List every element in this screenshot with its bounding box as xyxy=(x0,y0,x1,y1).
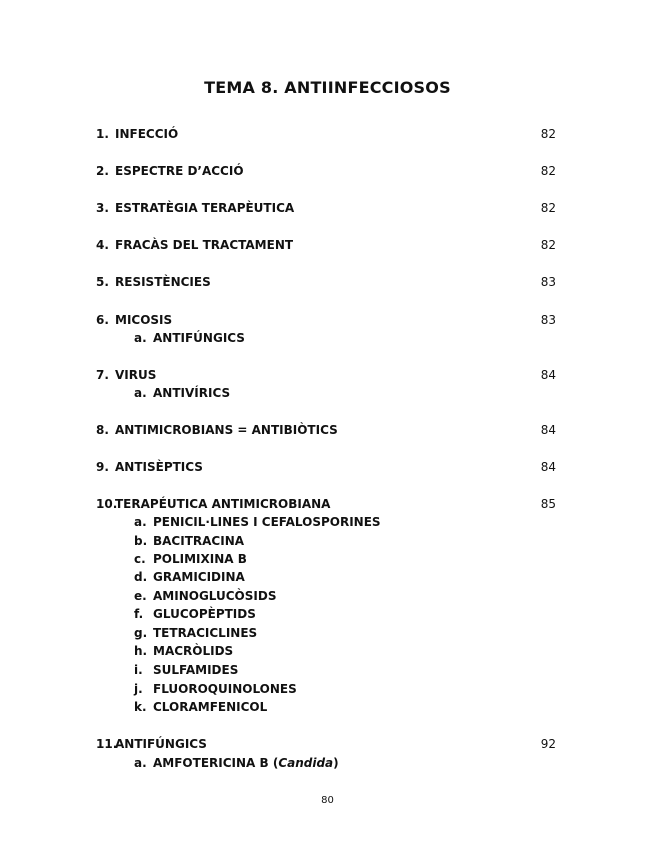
entry-number: 6. xyxy=(96,313,109,327)
toc-entry xyxy=(96,125,556,143)
subentry-letter: e. xyxy=(134,589,147,603)
entry-label: VIRUS xyxy=(115,368,157,382)
subentry-label: PENICIL·LINES I CEFALOSPORINES xyxy=(153,515,381,529)
page-number: 80 xyxy=(321,795,334,806)
toc-entry xyxy=(96,366,556,384)
subentry-letter: d. xyxy=(134,570,148,584)
subentry-letter: b. xyxy=(134,534,148,548)
entry-label: ESPECTRE D’ACCIÓ xyxy=(115,164,244,178)
subentry-label: GRAMICIDINA xyxy=(153,570,245,584)
entry-page: 84 xyxy=(540,423,556,437)
subentry-letter: h. xyxy=(134,644,148,658)
subentry-label: ANTIFÚNGICS xyxy=(153,331,245,345)
entry-number: 3. xyxy=(96,201,109,215)
entry-label: ESTRATÈGIA TERAPÈUTICA xyxy=(115,201,295,215)
toc-entry xyxy=(96,199,556,217)
subentry-label xyxy=(153,754,339,772)
entry-page: 84 xyxy=(540,460,556,474)
entry-page: 82 xyxy=(540,201,556,215)
entry-page: 82 xyxy=(540,238,556,252)
subentry-label: ANTIVÍRICS xyxy=(153,386,231,400)
entry-label: ANTISÈPTICS xyxy=(115,460,203,474)
subentry-label: GLUCOPÈPTIDS xyxy=(153,607,256,621)
toc-entry xyxy=(96,162,556,180)
toc-entry xyxy=(96,458,556,476)
subentry-letter: a. xyxy=(134,331,147,345)
subentry-label-main: AMFOTERICINA B ( xyxy=(153,756,279,770)
entry-label: ANTIMICROBIANS = ANTIBIÒTICS xyxy=(115,423,338,437)
subentry-label: AMINOGLUCÒSIDS xyxy=(153,589,277,603)
subentry-label: TETRACICLINES xyxy=(153,626,258,640)
subentry-letter: a. xyxy=(134,515,147,529)
entry-number: 2. xyxy=(96,164,109,178)
entry-label: RESISTÈNCIES xyxy=(115,275,211,289)
entry-page: 85 xyxy=(540,497,556,511)
subentry-letter: a. xyxy=(134,386,147,400)
subentry-label: BACITRACINA xyxy=(153,534,245,548)
subentry-label-italic: Candida xyxy=(278,756,334,770)
entry-page: 82 xyxy=(540,127,556,141)
page-title: TEMA 8. ANTIINFECCIOSOS xyxy=(204,78,451,97)
subentry-label: POLIMIXINA B xyxy=(153,552,247,566)
subentry-letter: f. xyxy=(134,607,144,621)
toc-entry xyxy=(96,421,556,439)
entry-page: 92 xyxy=(540,737,556,751)
entry-number: 4. xyxy=(96,238,109,252)
entry-page: 83 xyxy=(540,313,556,327)
toc-entry xyxy=(96,735,556,753)
entry-number: 10. xyxy=(96,497,118,511)
entry-label: FRACÀS DEL TRACTAMENT xyxy=(115,238,294,252)
entry-number: 8. xyxy=(96,423,109,437)
entry-label: INFECCIÓ xyxy=(115,127,179,141)
toc-entry xyxy=(96,236,556,254)
toc-entry xyxy=(96,495,556,513)
subentry-label: MACRÒLIDS xyxy=(153,644,234,658)
entry-number: 11. xyxy=(96,737,118,751)
entry-number: 5. xyxy=(96,275,109,289)
entry-page: 83 xyxy=(540,275,556,289)
subentry-label: SULFAMIDES xyxy=(153,663,239,677)
subentry-letter: a. xyxy=(134,756,147,770)
toc-entry xyxy=(96,311,556,329)
subentry-letter: c. xyxy=(134,552,146,566)
subentry-label: FLUOROQUINOLONES xyxy=(153,682,297,696)
entry-label: MICOSIS xyxy=(115,313,173,327)
subentry-label: CLORAMFENICOL xyxy=(153,700,268,714)
entry-page: 84 xyxy=(540,368,556,382)
entry-number: 1. xyxy=(96,127,109,141)
subentry-letter: k. xyxy=(134,700,147,714)
subentry-label-close: ) xyxy=(333,756,339,770)
entry-label: ANTIFÚNGICS xyxy=(115,737,207,751)
subentry-letter: j. xyxy=(134,682,143,696)
toc-entry xyxy=(96,273,556,291)
entry-number: 9. xyxy=(96,460,109,474)
entry-label: TERAPÉUTICA ANTIMICROBIANA xyxy=(115,497,331,511)
entry-page: 82 xyxy=(540,164,556,178)
subentry-letter: g. xyxy=(134,626,148,640)
entry-number: 7. xyxy=(96,368,109,382)
subentry-letter: i. xyxy=(134,663,143,677)
